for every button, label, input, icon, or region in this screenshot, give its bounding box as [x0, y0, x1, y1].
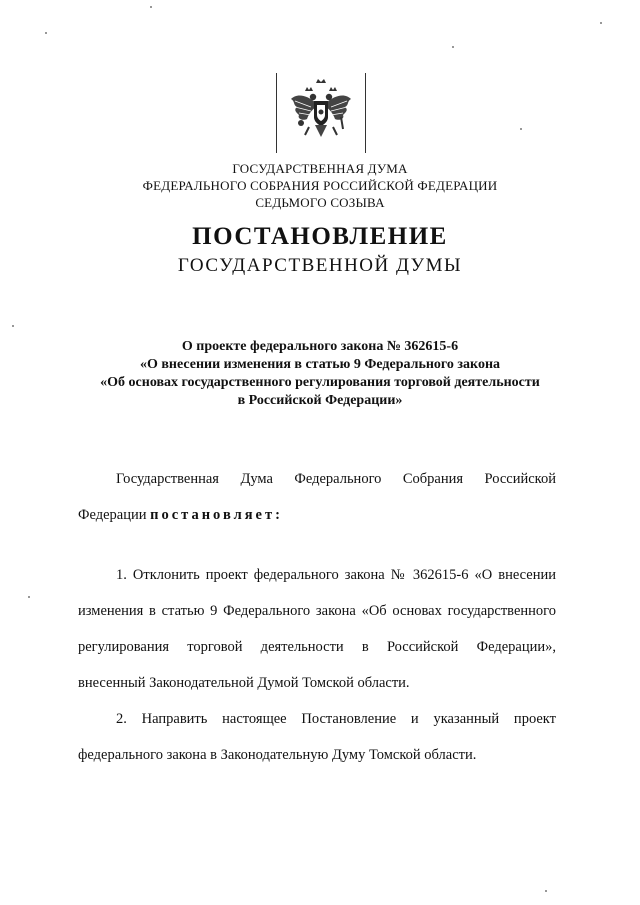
scan-speck — [452, 46, 454, 48]
scan-speck — [12, 325, 14, 327]
item1-line-2: изменения в статью 9 Федерального закона «Об основах государственного — [78, 603, 556, 619]
scan-speck — [28, 596, 30, 598]
preamble-prefix: Федерации — [78, 507, 151, 523]
scan-speck — [45, 32, 47, 34]
item2-line-2: федерального закона в Законодательную Думу Томской области. — [78, 747, 477, 763]
document-title: ПОСТАНОВЛЕНИЕ — [192, 223, 448, 250]
subject-line-1: О проекте федерального закона № 362615-6 — [181, 339, 459, 354]
header-line-3: СЕДЬМОГО СОЗЫВА — [255, 195, 385, 210]
header-line-1: ГОСУДАРСТВЕННАЯ ДУМА — [232, 161, 408, 176]
subject-line-4: в Российской Федерации» — [237, 393, 403, 408]
item2-line-1: 2. Направить настоящее Постановление и указанный проект — [116, 711, 556, 727]
decree-word: постановляет: — [150, 507, 283, 523]
subject-line-3: «Об основах государственного регулирования торговой деятельности — [100, 375, 540, 390]
scan-speck — [600, 22, 602, 24]
emblem-frame — [276, 73, 366, 153]
preamble-line-1: Государственная Дума Федерального Собрания Российской — [116, 471, 556, 487]
document-subtitle: ГОСУДАРСТВЕННОЙ ДУМЫ — [177, 255, 463, 276]
preamble-line-2 — [78, 507, 556, 524]
scan-speck — [150, 6, 152, 8]
item1-line-1: 1. Отклонить проект федерального закона № 362615-6 «О внесении — [116, 567, 556, 583]
item1-line-4: внесенный Законодательной Думой Томской области. — [78, 675, 410, 691]
scan-speck — [520, 128, 522, 130]
scan-speck — [545, 890, 547, 892]
item1-line-3: регулирования торговой деятельности в Российской Федерации», — [78, 639, 556, 655]
header-line-2: ФЕДЕРАЛЬНОГО СОБРАНИЯ РОССИЙСКОЙ ФЕДЕРАЦИИ — [142, 178, 498, 193]
subject-line-2: «О внесении изменения в статью 9 Федерального закона — [139, 357, 501, 372]
coat-of-arms-emblem — [283, 77, 359, 149]
